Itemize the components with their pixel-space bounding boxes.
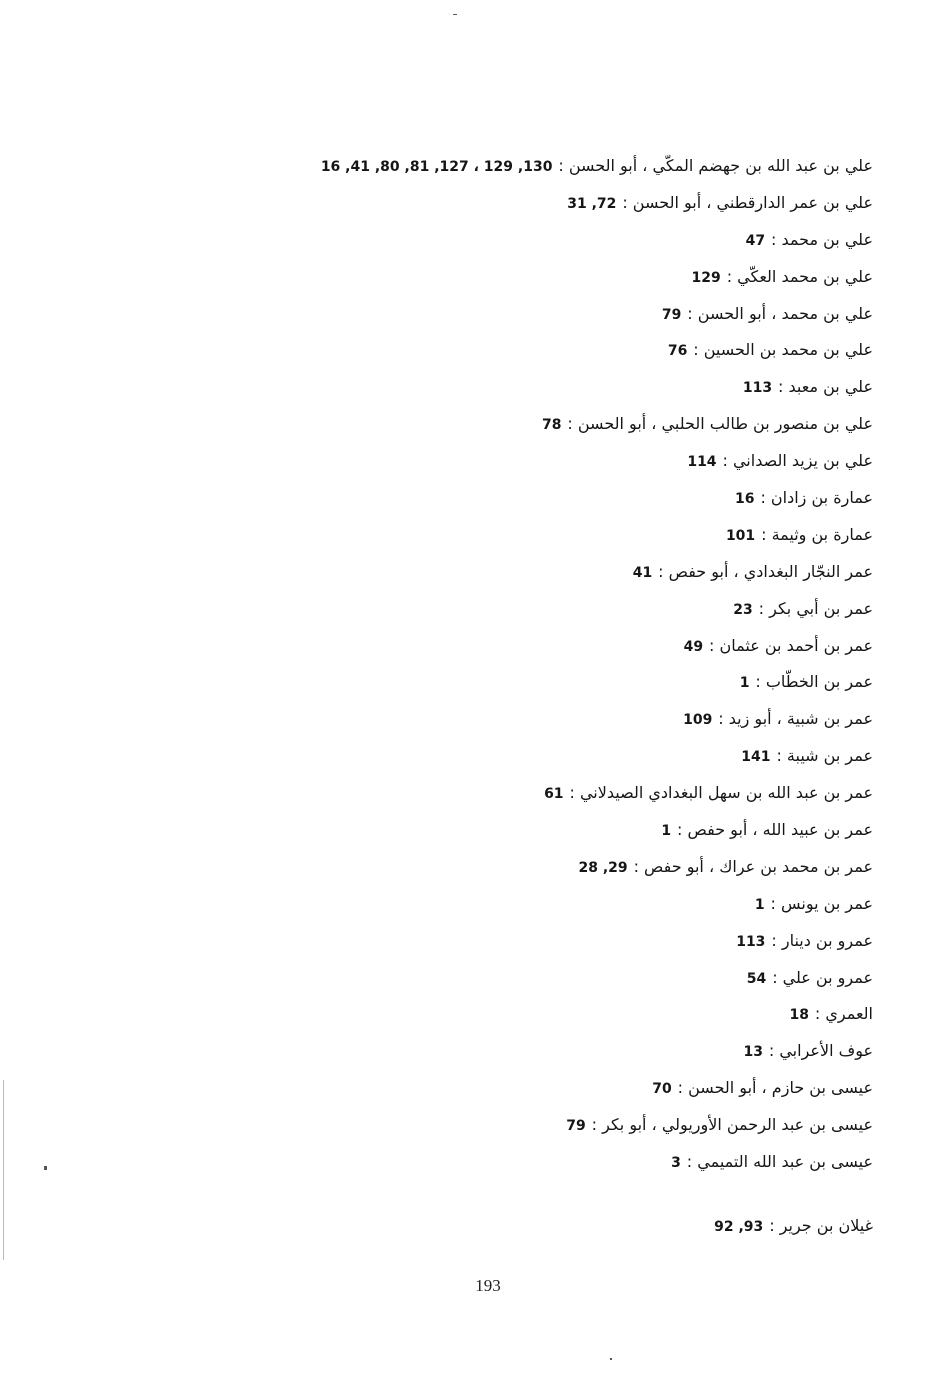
entry-name: عمر بن شيبة :	[776, 746, 873, 766]
entry-pages: 109	[683, 712, 713, 729]
index-entry	[273, 332, 873, 369]
entry-name: عمرو بن دينار :	[771, 930, 873, 950]
scan-speck	[453, 14, 457, 15]
index-entry	[273, 591, 873, 628]
index-entry	[273, 738, 873, 775]
index-entry	[273, 812, 873, 849]
entry-name: علي بن عمر الدارقطني ، أبو الحسن :	[622, 192, 873, 212]
index-entry	[273, 185, 873, 222]
entry-pages: 141	[741, 749, 771, 766]
index-entry	[273, 1033, 873, 1070]
entry-name: عمر بن الخطّاب :	[755, 672, 873, 692]
scan-edge-line	[3, 1080, 4, 1260]
entry-pages: 129	[691, 269, 721, 286]
entry-name: عمر النجّار البغدادي ، أبو حفص :	[658, 561, 873, 581]
entry-pages: 23	[733, 601, 753, 618]
index-entry	[273, 886, 873, 923]
entry-pages: 16	[735, 491, 755, 508]
index-entry	[273, 406, 873, 443]
entry-pages: 18	[789, 1007, 809, 1024]
entry-pages: 61	[544, 786, 564, 803]
entry-pages: 70	[652, 1081, 672, 1098]
entry-pages: 101	[725, 527, 756, 544]
index-entry	[273, 443, 873, 480]
entry-name: علي بن محمد :	[770, 229, 873, 249]
page-number: 193	[475, 1276, 501, 1295]
entry-pages: 13	[743, 1044, 763, 1061]
index-entry	[273, 996, 873, 1033]
entry-pages: 31 ,72	[567, 195, 617, 212]
entry-name: عيسى بن عبد الرحمن الأوريولي ، أبو بكر :	[591, 1115, 873, 1135]
entry-pages: 79	[566, 1118, 586, 1135]
index-entry	[273, 1107, 873, 1144]
entry-pages: 113	[736, 933, 766, 950]
entry-name: علي بن محمد بن الحسين :	[693, 340, 873, 360]
entry-name: عوف الأعرابي :	[768, 1041, 873, 1061]
entry-pages: 1	[754, 896, 765, 913]
entry-pages: 78	[541, 417, 562, 434]
scan-speck	[610, 1358, 612, 1360]
index-entry	[273, 849, 873, 886]
index-entry	[273, 1070, 873, 1107]
entry-pages: 114	[687, 454, 717, 471]
entry-name: العمري :	[814, 1004, 873, 1024]
entry-pages: 76	[667, 343, 688, 360]
entry-name: عمر بن يونس :	[770, 893, 873, 913]
entry-pages: 79	[661, 306, 682, 323]
entry-pages: 3	[671, 1155, 681, 1172]
entry-pages: 1	[739, 675, 750, 692]
entry-name: عمر بن أحمد بن عثمان :	[709, 635, 873, 655]
entry-name: علي بن معبد :	[778, 377, 873, 397]
scan-speck	[44, 1166, 47, 1170]
entry-pages: 1	[661, 823, 672, 840]
entry-pages: 92 ,93	[714, 1219, 764, 1235]
entry-name: غيلان بن جرير :	[769, 1216, 873, 1235]
entry-name: عمر بن محمد بن عراك ، أبو حفص :	[633, 856, 873, 876]
entry-pages: 54	[746, 970, 767, 987]
index-entry	[273, 775, 873, 812]
index-entry	[273, 701, 873, 738]
index-entry	[273, 148, 873, 185]
entry-name: علي بن عبد الله بن جهضم المكّي ، أبو الحسن :	[558, 156, 873, 175]
entry-pages: 41	[632, 564, 653, 581]
index-entry	[273, 923, 873, 960]
entry-pages: 28 ,29	[578, 859, 628, 876]
entry-name: علي بن محمد العكّي :	[726, 266, 873, 286]
index-entries-list	[273, 148, 873, 1181]
index-entry	[273, 664, 873, 701]
entry-name: عمر بن عبد الله بن سهل البغدادي الصيدلاني :	[569, 783, 873, 803]
index-entries-ghain	[273, 1208, 873, 1245]
entry-name: عمر بن شبية ، أبو زيد :	[718, 709, 873, 729]
index-entry	[273, 480, 873, 517]
entry-name: علي بن محمد ، أبو الحسن :	[687, 303, 873, 323]
index-entry	[273, 517, 873, 554]
entry-name: علي بن يزيد الصداني :	[722, 451, 873, 471]
index-entry	[273, 554, 873, 591]
entry-name: عيسى بن عبد الله التميمي :	[686, 1152, 873, 1172]
entry-pages: 47	[745, 232, 766, 249]
index-entry	[273, 369, 873, 406]
index-entry	[273, 1144, 873, 1181]
index-entry	[273, 960, 873, 997]
index-entry	[273, 296, 873, 333]
entry-name: عمارة بن زادان :	[760, 488, 873, 508]
index-entry	[273, 222, 873, 259]
entry-pages: 49	[683, 638, 704, 655]
entry-name: علي بن منصور بن طالب الحلبي ، أبو الحسن :	[567, 414, 873, 434]
entry-pages: 16 ,41 ,80 ,81 ,127 ، 129 ,130	[320, 159, 553, 175]
entry-name: عمرو بن علي :	[772, 967, 873, 987]
entry-name: عمر بن أبي بكر :	[758, 598, 873, 618]
index-entry	[273, 1208, 873, 1245]
entry-name: عمارة بن وثيمة :	[761, 524, 873, 544]
entry-pages: 113	[742, 380, 773, 397]
index-entry	[273, 628, 873, 665]
entry-name: عمر بن عبيد الله ، أبو حفص :	[677, 820, 873, 840]
entry-name: عيسى بن حازم ، أبو الحسن :	[677, 1078, 873, 1098]
index-entry	[273, 259, 873, 296]
